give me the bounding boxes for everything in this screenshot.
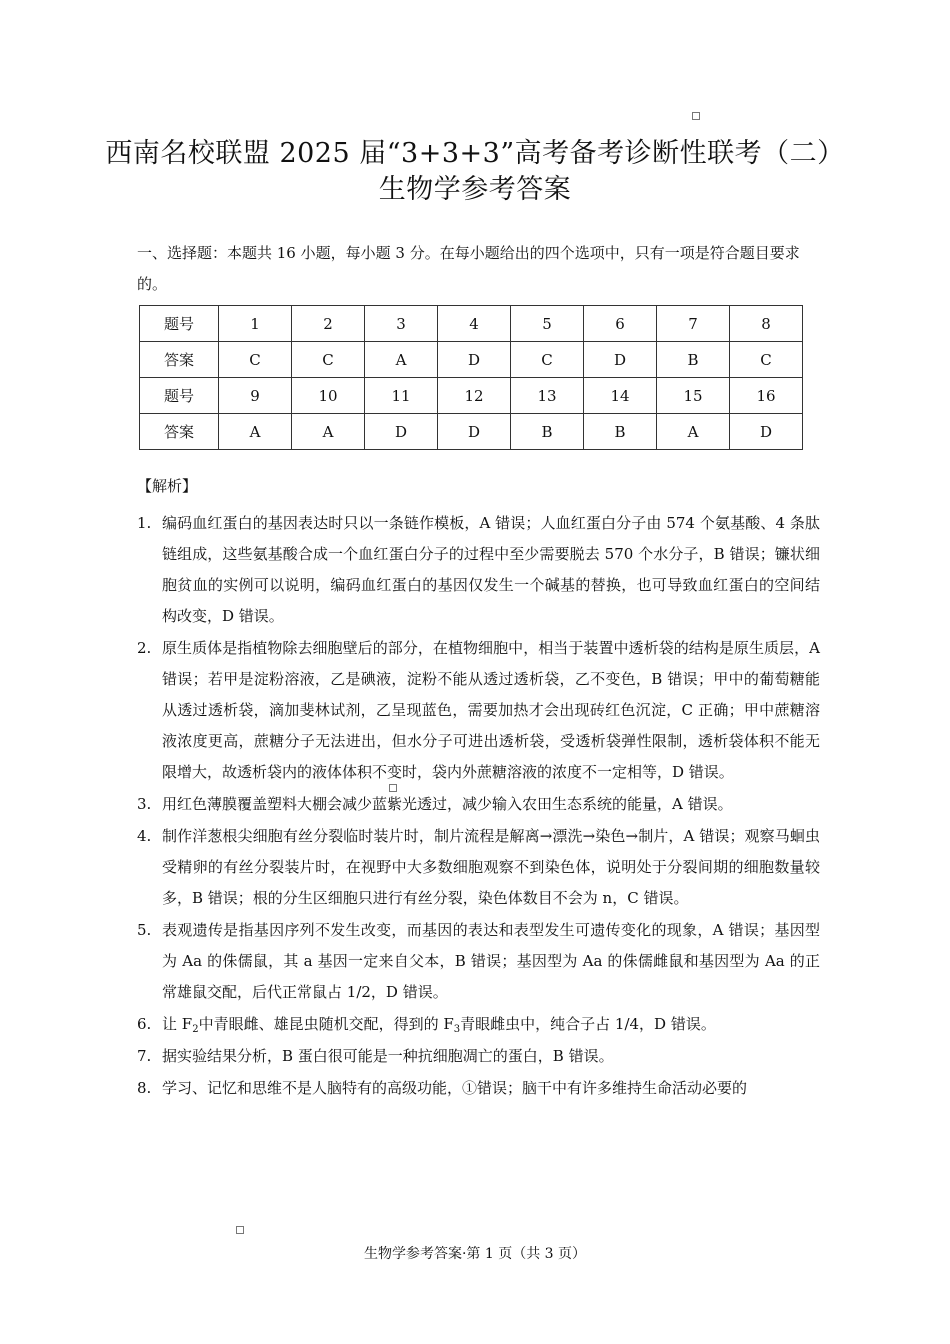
analysis-item bbox=[137, 1009, 820, 1040]
question-number-cell: 8 bbox=[730, 306, 803, 342]
question-number-cell: 12 bbox=[438, 378, 511, 414]
answer-cell: B bbox=[657, 342, 730, 378]
scan-mark-bottom bbox=[236, 1226, 244, 1234]
answer-cell: A bbox=[657, 414, 730, 450]
page-title-line2: 生物学参考答案 bbox=[378, 174, 572, 205]
answer-table bbox=[139, 305, 803, 450]
analysis-item bbox=[137, 821, 820, 914]
analysis-item-text: 表观遗传是指基因序列不发生改变，而基因的表达和表型发生可遗传变化的现象，A 错误；基因型为 Aa 的侏儒鼠，其 a 基因一定来自父本，B 错误；基因型为 Aa 的侏儒雌鼠和基因型为 Aa 的正常雄鼠交配，后代正常鼠占 1/2，D 错误。 bbox=[162, 921, 820, 1001]
answer-cell: B bbox=[511, 414, 584, 450]
answer-label-cell: 答案 bbox=[140, 342, 219, 378]
question-number-cell: 11 bbox=[365, 378, 438, 414]
answer-row bbox=[140, 414, 803, 450]
question-number-cell: 6 bbox=[584, 306, 657, 342]
question-number-cell: 7 bbox=[657, 306, 730, 342]
analysis-item-text: 制作洋葱根尖细胞有丝分裂临时装片时，制片流程是解离→漂洗→染色→制片，A 错误；观察马蛔虫受精卵的有丝分裂装片时，在视野中大多数细胞观察不到染色体，说明处于分裂间期的细胞数量较多，B 错误；根的分生区细胞只进行有丝分裂，染色体数目不会为 n，C 错误。 bbox=[162, 827, 820, 907]
answer-cell: D bbox=[438, 342, 511, 378]
answer-cell: C bbox=[730, 342, 803, 378]
answer-cell: A bbox=[219, 414, 292, 450]
answer-cell: A bbox=[292, 414, 365, 450]
question-number-cell: 1 bbox=[219, 306, 292, 342]
analysis-item-text: 用红色薄膜覆盖塑料大棚会减少蓝紫光透过，减少输入农田生态系统的能量，A 错误。 bbox=[162, 795, 733, 813]
analysis-item bbox=[137, 633, 820, 788]
analysis-item bbox=[137, 789, 820, 820]
question-number-row bbox=[140, 378, 803, 414]
analysis-item-text: 学习、记忆和思维不是人脑特有的高级功能，①错误；脑干中有许多维持生命活动必要的 bbox=[162, 1079, 748, 1097]
analysis-item bbox=[137, 1073, 820, 1104]
question-number-cell: 4 bbox=[438, 306, 511, 342]
answer-cell: B bbox=[584, 414, 657, 450]
question-label-cell: 题号 bbox=[140, 378, 219, 414]
answer-cell: D bbox=[730, 414, 803, 450]
analysis-item-number: 3. bbox=[137, 795, 152, 813]
analysis-item-number: 6. bbox=[137, 1015, 152, 1033]
answer-label-cell: 答案 bbox=[140, 414, 219, 450]
scan-mark-middle bbox=[389, 784, 397, 792]
analysis-item-number: 7. bbox=[137, 1047, 152, 1065]
page-footer: 生物学参考答案·第 1 页（共 3 页） bbox=[363, 1246, 587, 1262]
page-title-line1: 西南名校联盟 2025 届“3+3+3”高考备考诊断性联考（二） bbox=[105, 138, 845, 169]
answer-cell: D bbox=[438, 414, 511, 450]
question-number-cell: 9 bbox=[219, 378, 292, 414]
analysis-item-number: 4. bbox=[137, 827, 152, 845]
scan-mark-top bbox=[692, 112, 700, 120]
analysis-item-number: 1. bbox=[137, 514, 152, 532]
question-number-cell: 3 bbox=[365, 306, 438, 342]
answer-cell: C bbox=[219, 342, 292, 378]
question-label-cell: 题号 bbox=[140, 306, 219, 342]
answer-cell: C bbox=[511, 342, 584, 378]
analysis-item-text bbox=[162, 1009, 820, 1040]
analysis-item-text: 编码血红蛋白的基因表达时只以一条链作模板，A 错误；人血红蛋白分子由 574 个氨基酸、4 条肽链组成，这些氨基酸合成一个血红蛋白分子的过程中至少需要脱去 570 个水分子，B 错误；镰状细胞贫血的实例可以说明，编码血红蛋白的基因仅发生一个碱基的替换，也可导致血红蛋白的空间结构改变，D 错误。 bbox=[162, 514, 820, 625]
analysis-item bbox=[137, 508, 820, 632]
analysis-item-text: 原生质体是指植物除去细胞壁后的部分，在植物细胞中，相当于装置中透析袋的结构是原生质层，A 错误；若甲是淀粉溶液，乙是碘液，淀粉不能从透过透析袋，乙不变色，B 错误；甲中的葡萄糖能从透过透析袋，滴加斐林试剂，乙呈现蓝色，需要加热才会出现砖红色沉淀，C 正确；甲中蔗糖溶液浓度更高，蔗糖分子无法进出，但水分子可进出透析袋，受透析袋弹性限制，透析袋体积不能无限增大，故透析袋内的液体体积不变时，袋内外蔗糖溶液的浓度不一定相等，D 错误。 bbox=[162, 639, 820, 781]
section-heading: 一、选择题：本题共 16 小题，每小题 3 分。在每小题给出的四个选项中，只有一项是符合题目要求的。 bbox=[137, 244, 800, 293]
analysis-item bbox=[137, 915, 820, 1008]
answer-row bbox=[140, 342, 803, 378]
question-number-cell: 16 bbox=[730, 378, 803, 414]
question-number-cell: 15 bbox=[657, 378, 730, 414]
analysis-item-number: 2. bbox=[137, 639, 152, 657]
answer-cell: A bbox=[365, 342, 438, 378]
answer-cell: D bbox=[584, 342, 657, 378]
question-number-cell: 10 bbox=[292, 378, 365, 414]
question-number-cell: 5 bbox=[511, 306, 584, 342]
analysis-item bbox=[137, 1041, 820, 1072]
analysis-item-number: 5. bbox=[137, 921, 152, 939]
analysis-item-number: 8. bbox=[137, 1079, 152, 1097]
question-number-row bbox=[140, 306, 803, 342]
question-number-cell: 13 bbox=[511, 378, 584, 414]
generation-subscript: 3 bbox=[453, 1024, 461, 1035]
analysis-heading: 【解析】 bbox=[137, 477, 198, 495]
analysis-text-fragment: 让 F bbox=[162, 1015, 193, 1033]
question-number-cell: 2 bbox=[292, 306, 365, 342]
answer-cell: D bbox=[365, 414, 438, 450]
generation-subscript: 2 bbox=[192, 1024, 199, 1035]
analysis-list bbox=[137, 508, 820, 1105]
answer-cell: C bbox=[292, 342, 365, 378]
question-number-cell: 14 bbox=[584, 378, 657, 414]
analysis-text-fragment: 青眼雌虫中，纯合子占 1/4，D 错误。 bbox=[460, 1015, 716, 1033]
analysis-text-fragment: 中青眼雌、雄昆虫随机交配，得到的 F bbox=[198, 1015, 454, 1033]
analysis-item-text: 据实验结果分析，B 蛋白很可能是一种抗细胞凋亡的蛋白，B 错误。 bbox=[162, 1047, 614, 1065]
